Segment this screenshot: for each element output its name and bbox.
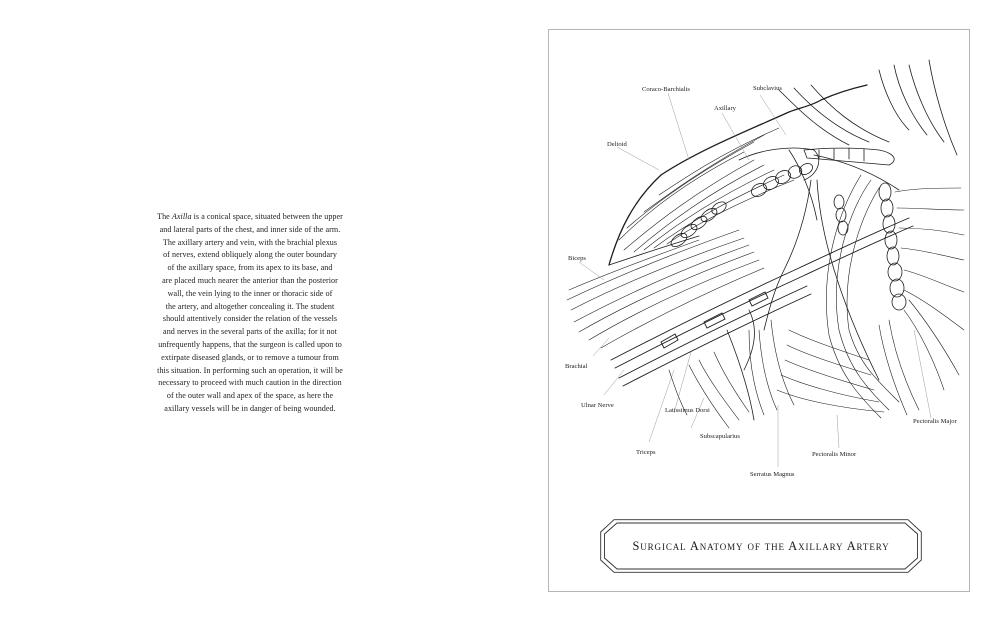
paragraph-line: are placed much nearer the anterior than the posterior <box>162 275 338 285</box>
label-ulnar-nerve: Ulnar Nerve <box>581 402 614 409</box>
paragraph-line: necessary to proceed with much caution in the direction <box>158 378 342 388</box>
label-latissimus-dorsi: Latissimus Dorsi <box>665 407 710 414</box>
paragraph-line: axillary vessels will be in danger of being wounded. <box>164 403 336 413</box>
deltoid-fibres <box>619 128 794 252</box>
paragraph-line: of the outer wall and apex of the space, as here the <box>166 391 334 401</box>
label-subclavius: Subclavius <box>753 85 782 92</box>
label-axillary: Axillary <box>714 105 736 112</box>
label-serratus-magnus: Serratus Magnus <box>750 471 795 478</box>
label-pectoralis-major: Pectoralis Major <box>913 418 957 425</box>
paragraph-line: unfrequently happens, that the surgeon is called upon to <box>158 339 342 349</box>
deltoid-outline <box>609 85 867 265</box>
label-brachial: Brachial <box>565 363 588 370</box>
label-coraco-brachialis: Coraco-Barchialis <box>642 86 690 93</box>
label-deltoid: Deltoid <box>607 141 627 148</box>
paragraph-line: of the axillary space, from its apex to its base, and <box>167 263 333 273</box>
paragraph-line: extirpate diseased glands, or to remove a tumour from <box>161 352 339 362</box>
label-subscapularius: Subscapularius <box>700 433 740 440</box>
paragraph-line: and nerves in the several parts of the axilla; for it not <box>163 327 337 337</box>
paragraph-line: of nerves, extend obliquely along the outer boundary <box>163 250 337 260</box>
label-pectoralis-minor: Pectoralis Minor <box>812 451 857 458</box>
label-leader-lines <box>579 93 931 467</box>
paragraph-line: and lateral parts of the chest, and inner side of the arm. <box>159 224 341 234</box>
brachial-vessels <box>611 218 913 386</box>
anatomy-plate <box>548 29 970 592</box>
axillary-artery-branches <box>727 148 899 420</box>
label-triceps: Triceps <box>636 449 656 456</box>
axilla-anatomy-illustration <box>549 30 971 593</box>
subclavius-segments <box>779 60 957 165</box>
axilla-term: Axilla <box>171 212 192 221</box>
axilla-description-paragraph <box>134 211 366 416</box>
paragraph-line: The axillary artery and vein, with the brachial plexus <box>162 237 338 247</box>
paragraph-line: wall, the vein lying to the inner or thoracic side of <box>167 288 333 298</box>
plate-title: Surgical Anatomy of the Axillary Artery <box>632 538 890 553</box>
label-biceps: Biceps <box>568 255 586 262</box>
paragraph-line: this situation. In performing such an operation, it will be <box>157 365 343 375</box>
muscle-drawing <box>567 60 964 428</box>
paragraph-line: should attentively consider the relation of the vessels <box>162 314 338 324</box>
paragraph-line: the artery, and altogether concealing it. The student <box>165 301 335 311</box>
paragraph-line: The Axilla is a conical space, situated between the upper <box>157 212 343 221</box>
title-plaque <box>600 519 922 573</box>
